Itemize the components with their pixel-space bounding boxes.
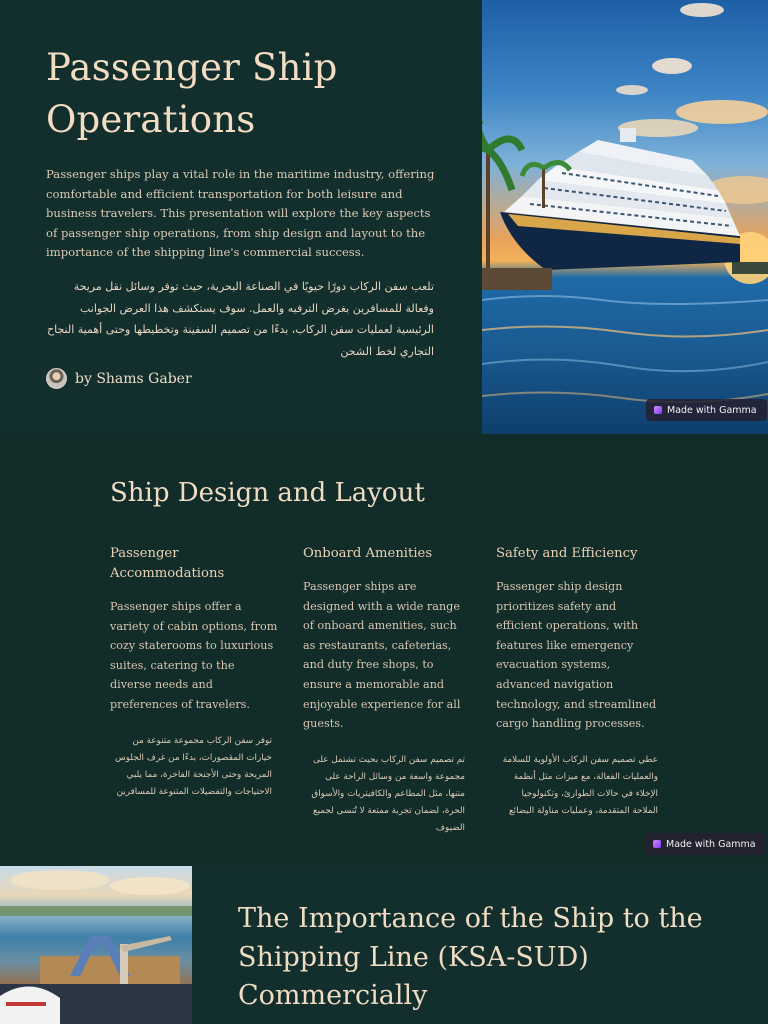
author-byline — [46, 368, 192, 389]
column-safety-efficiency — [496, 544, 664, 820]
column-text: Passenger ships are designed with a wide range of onboard amenities, such as restaurants, cafeterias, and duty free shops, to ensure a memorable and enjoyable experience for all guests. — [303, 580, 461, 731]
cruise-ship-image — [482, 0, 768, 434]
column-passenger-accommodations — [110, 544, 278, 801]
made-with-gamma-label: Made with Gamma — [667, 404, 757, 416]
column-text: Passenger ship design prioritizes safety and efficient operations, with features like emergency evacuation systems, advanced navigation technology, and streamlined cargo handling processes. — [496, 580, 657, 731]
slide-importance — [0, 866, 768, 1024]
column-text-arabic: تم تصميم سفن الركاب بحيث تشتمل على مجموعة واسعة من وسائل الراحة على متنها، مثل المطاعم والكافيتريات والأسواق الحرة، لضمان تجربة ممتعة لا تُنسى لجميع الضيوف — [311, 754, 465, 833]
intro-paragraph: Passenger ships play a vital role in the maritime industry, offering comfortable and efficient transportation for both leisure and business travelers. This presentation will explore the key aspects of passenger ship operations, from ship design and layout to the importance of the shipping line's commercial success. — [46, 167, 435, 260]
column-text-arabic: عطي تصميم سفن الركاب الأولوية للسلامة والعمليات الفعالة، مع ميزات مثل أنظمة الإخلاء في حالات الطوارئ، وتكنولوجيا الملاحة المتقدمة، وعمليات مناولة البضائع — [502, 754, 658, 816]
section-heading: The Importance of the Ship to the Shipping Line (KSA-SUD) Commercially — [238, 903, 703, 1011]
column-text-arabic: توفر سفن الركاب مجموعة متنوعة من خيارات المقصورات، بدءًا من غرف الجلوس المريحة وحتى الأجنحة الفاخرة، مما يلبي الاحتياجات والتفضيلات المتنوعة للمسافرين — [115, 735, 272, 797]
port-image — [0, 866, 192, 1024]
intro-paragraph-arabic: تلعب سفن الركاب دورًا حيويًا في الصناعة البحرية، حيث توفر وسائل نقل مريحة وفعالة للمسافرين بغرض الترفيه والعمل. سوف يستكشف هذا العرض الجوانب الرئيسية لعمليات سفن الركاب، بدءًا من تصميم السفينة وتخطيطها وحتى أهمية النجاح التجاري لخط الشحن — [47, 280, 434, 358]
slide-title — [0, 0, 768, 434]
made-with-gamma-badge[interactable] — [646, 399, 767, 421]
column-onboard-amenities — [303, 544, 471, 837]
column-text: Passenger ships offer a variety of cabin options, from cozy staterooms to luxurious suites, catering to the diverse needs and preferences of travelers. — [110, 600, 278, 711]
author-avatar — [46, 368, 67, 389]
gamma-logo-icon — [654, 406, 662, 414]
made-with-gamma-label: Made with Gamma — [666, 838, 756, 850]
column-title: Passenger Accommodations — [110, 546, 225, 581]
made-with-gamma-badge[interactable] — [645, 833, 766, 855]
column-title: Safety and Efficiency — [496, 546, 638, 561]
author-name: by Shams Gaber — [75, 370, 192, 387]
slide-title-heading: Passenger Ship Operations — [46, 46, 338, 141]
gamma-logo-icon — [653, 840, 661, 848]
slide-ship-design — [0, 434, 768, 866]
column-title: Onboard Amenities — [303, 546, 433, 561]
section-heading: Ship Design and Layout — [110, 478, 425, 508]
